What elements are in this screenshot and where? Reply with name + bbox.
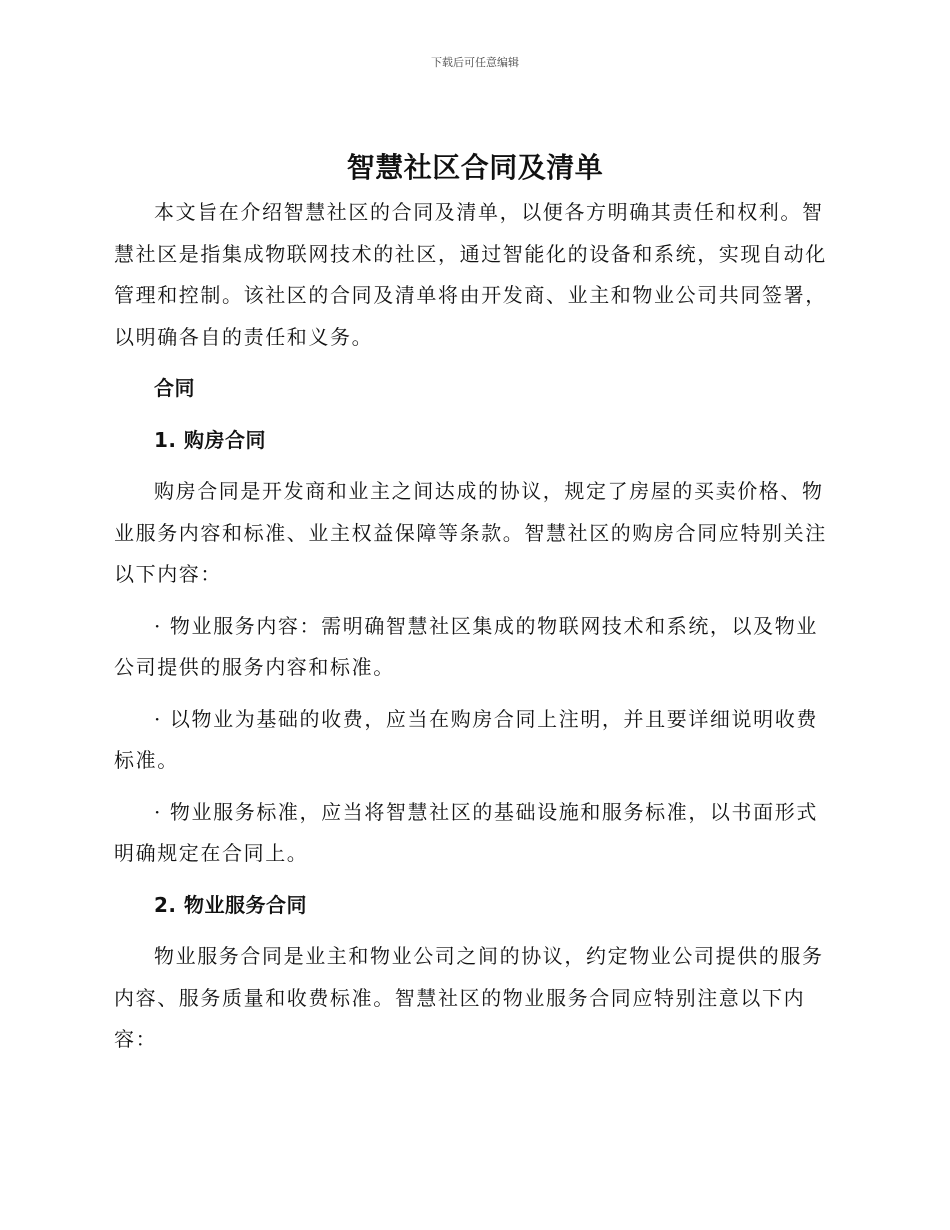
purchase-contract-paragraph: 购房合同是开发商和业主之间达成的协议，规定了房屋的买卖价格、物业服务内容和标准、业主权益保障等条款。智慧社区的购房合同应特别关注以下内容： — [114, 479, 827, 586]
header-note: 下载后可任意编辑 — [431, 56, 519, 69]
purchase-bullet-item: · 物业服务内容：需明确智慧社区集成的物联网技术和系统，以及物业公司提供的服务内容和标准。 — [114, 613, 818, 679]
intro-paragraph: 本文旨在介绍智慧社区的合同及清单，以便各方明确其责任和权利。智慧社区是指集成物联网技术的社区，通过智能化的设备和系统，实现自动化管理和控制。该社区的合同及清单将由开发商、业主和物业公司共同签署，以明确各自的责任和义务。 — [114, 200, 827, 349]
purchase-bullet-item: · 物业服务标准，应当将智慧社区的基础设施和服务标准，以书面形式明确规定在合同上。 — [114, 799, 818, 865]
purchase-contract-heading: 1. 购房合同 — [154, 427, 266, 452]
document-title: 智慧社区合同及清单 — [346, 151, 604, 184]
property-service-contract-heading: 2. 物业服务合同 — [154, 892, 307, 917]
purchase-bullet-item: · 以物业为基础的收费，应当在购房合同上注明，并且要详细说明收费标准。 — [114, 706, 818, 772]
property-service-paragraph: 物业服务合同是业主和物业公司之间的协议，约定物业公司提供的服务内容、服务质量和收费标准。智慧社区的物业服务合同应特别注意以下内容： — [114, 944, 824, 1051]
document-body — [114, 146, 836, 1071]
section-heading-contract: 合同 — [154, 376, 195, 400]
